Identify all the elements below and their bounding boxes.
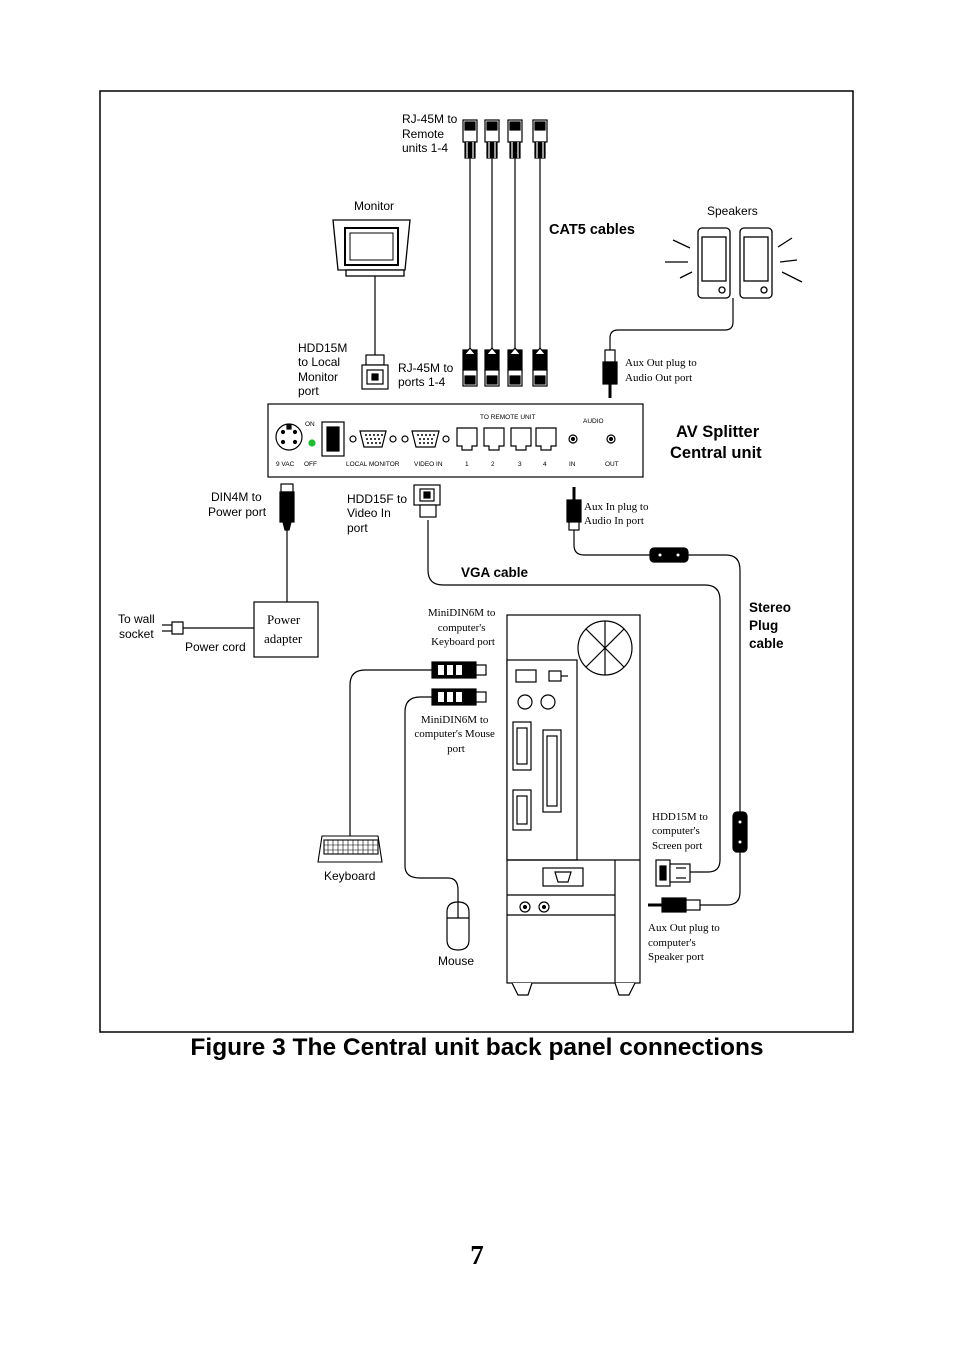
minidin-mouse-plug-icon xyxy=(432,689,486,705)
panel-to-remote-label: TO REMOTE UNIT xyxy=(480,414,536,421)
panel-on-label: ON xyxy=(305,421,315,428)
figure-caption: Figure 3 The Central unit back panel connections xyxy=(190,1034,764,1061)
svg-text:4: 4 xyxy=(543,461,547,468)
minidin-mouse-label: MiniDIN6M to computer's Mouse port xyxy=(414,714,495,755)
speakers-label: Speakers xyxy=(707,204,758,218)
keyboard-icon xyxy=(318,836,382,862)
hdd15f-plug-icon xyxy=(414,485,440,517)
rj45-plug-icon xyxy=(508,348,522,386)
power-cord-label: Power cord xyxy=(185,640,246,654)
power-adapter-box xyxy=(254,602,318,657)
wall-socket-label: To wall socket xyxy=(118,612,155,641)
stereo-cable-label: Stereo Plug cable xyxy=(749,600,792,651)
av-splitter-back-panel xyxy=(268,404,643,477)
power-adapter-label: Power adapter xyxy=(264,612,303,646)
minidin-keyboard-label: MiniDIN6M to computer's Keyboard port xyxy=(427,607,496,648)
din4m-label: DIN4M to Power port xyxy=(208,490,267,519)
monitor-icon xyxy=(333,220,410,276)
hdd15m-connector-icon xyxy=(362,355,388,389)
svg-text:1: 1 xyxy=(465,461,469,468)
ferrite-bead-icon xyxy=(650,548,688,562)
aux-out-plug-icon xyxy=(603,350,617,398)
minidin-keyboard-plug-icon xyxy=(432,662,486,678)
svg-text:LOCAL MONITOR: LOCAL MONITOR xyxy=(346,461,400,468)
hdd15f-label: HDD15F to Video In port xyxy=(347,492,408,535)
page-number: 7 xyxy=(470,1240,484,1270)
wall-plug-icon xyxy=(162,622,183,634)
aux-out-speaker-plug-icon xyxy=(648,898,700,912)
hdd15m-local-label: HDD15M to Local Monitor port xyxy=(298,341,348,398)
ferrite-bead-icon xyxy=(733,812,747,852)
speakers-icon xyxy=(665,228,802,298)
rj45-ports-label: RJ-45M to ports 1-4 xyxy=(398,361,454,389)
labels xyxy=(118,112,795,968)
hdd15m-screen-connector-icon xyxy=(656,860,690,886)
aux-in-label: Aux In plug to Audio In port xyxy=(584,501,649,527)
rj45-top-plugs xyxy=(463,120,547,158)
rj45-plug-icon xyxy=(485,120,499,158)
vga-cable-label: VGA cable xyxy=(461,565,529,580)
aux-in-plug-icon xyxy=(567,487,581,530)
hdd15m-screen-label: HDD15M to computer's Screen port xyxy=(652,811,708,852)
keyboard-label: Keyboard xyxy=(324,869,376,883)
svg-text:OUT: OUT xyxy=(605,461,619,468)
mouse-label: Mouse xyxy=(438,954,475,968)
rj45-plug-icon xyxy=(533,348,547,386)
monitor-label: Monitor xyxy=(354,199,395,213)
svg-text:OFF: OFF xyxy=(304,461,317,468)
rj45-port-plugs xyxy=(463,348,547,386)
svg-text:3: 3 xyxy=(518,461,522,468)
rj45-plug-icon xyxy=(485,348,499,386)
rj45-plug-icon xyxy=(508,120,522,158)
rj45-remote-label: RJ-45M to Remote units 1-4 xyxy=(402,112,458,155)
svg-text:IN: IN xyxy=(569,461,576,468)
rj45-plug-icon xyxy=(463,120,477,158)
din4m-plug-icon xyxy=(280,484,294,530)
svg-text:VIDEO IN: VIDEO IN xyxy=(414,461,443,468)
rj45-plug-icon xyxy=(463,348,477,386)
svg-text:9 VAC: 9 VAC xyxy=(276,461,295,468)
mouse-icon xyxy=(447,902,469,950)
av-splitter-label: AV Splitter Central unit xyxy=(670,423,762,462)
computer-tower-icon xyxy=(507,615,640,995)
rj45-plug-icon xyxy=(533,120,547,158)
panel-audio-label: AUDIO xyxy=(583,418,604,425)
svg-text:2: 2 xyxy=(491,461,495,468)
aux-out-audio-label: Aux Out plug to Audio Out port xyxy=(625,357,697,384)
aux-out-speaker-label: Aux Out plug to computer's Speaker port xyxy=(648,922,720,963)
cat5-label: CAT5 cables xyxy=(549,222,635,238)
cables xyxy=(183,158,740,905)
